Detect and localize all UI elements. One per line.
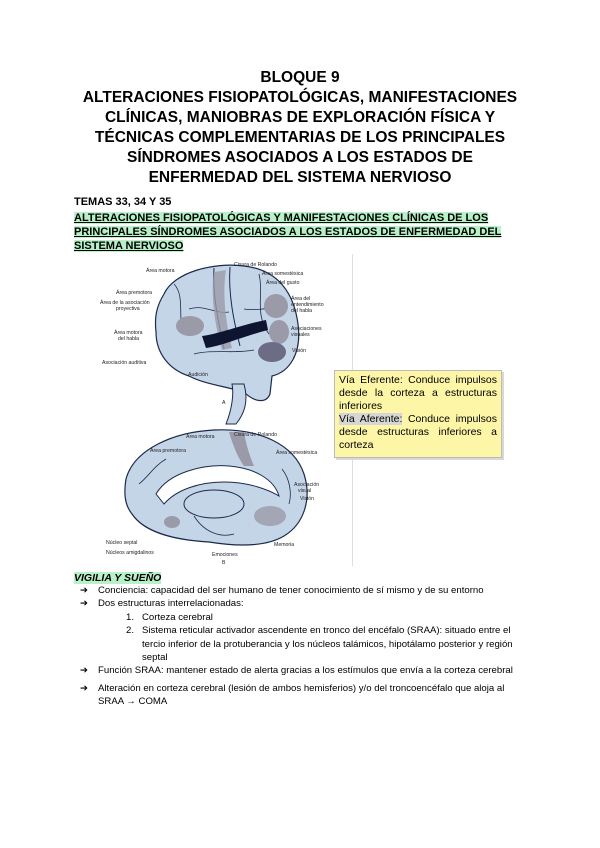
sub-list [74,611,524,665]
label-asociaciones-visuales-2: visuales [291,332,310,338]
title-line: ENFERMEDAD DEL SISTEMA NERVIOSO [148,169,452,186]
label-asociaciones-visuales: Asociaciones [291,326,322,332]
label-area-premotora-b: Área premotora [150,448,187,454]
label-vision-b: Visión [300,496,315,502]
arrow-icon: ➔ [80,682,89,694]
list-item: ➔ Dos estructuras interrelacionadas: [80,598,244,610]
label-area-motora-habla: Área motora [114,330,143,336]
arrow-icon: ➔ [80,585,89,596]
label-nucleo-septal: Núcleo septal [106,540,138,546]
label-asociacion-auditiva: Asociación auditiva [102,360,147,366]
list-item: ➔ Alteración en corteza cerebral (lesión de ambos hemisferios) y/o del troncoencéfalo que aloja al SRAA → COMA [80,682,505,708]
label-area-somestesica-b: Área somestésica [276,450,318,456]
arrow-icon: ➔ [80,665,89,677]
afferent-pathway-label: Vía Aferente: [339,413,403,425]
label-area-somestesica: Área somestésica [262,271,304,277]
title-line: CLÍNICAS, MANIOBRAS DE EXPLORACIÓN FÍSICA Y [104,109,496,126]
title-line: BLOQUE 9 [260,69,340,86]
section-heading-line: PRINCIPALES SÍNDROMES ASOCIADOS A LOS ESTADOS DE ENFERMEDAD DEL [74,226,502,238]
section-heading [74,211,506,253]
label-asociacion-visual-b: Asociación [294,482,320,488]
brain-diagram [94,254,352,566]
sub-list-container [74,611,524,665]
label-memoria: Memoria [274,542,295,548]
list-item: ➔ Función SRAA: mantener estado de alerta gracias a los estímulos que envía a la corteza cerebral [80,665,513,677]
label-cisura-rolando: Cisura de Rolando [234,262,277,268]
section-heading-line: SISTEMA NERVIOSO [74,240,184,252]
label-cisura-rolando-b: Cisura de Rolando [234,432,277,438]
title-line: TÉCNICAS COMPLEMENTARIAS DE LOS PRINCIPALES [94,129,506,146]
label-area-entendimiento-3: del habla [291,308,313,314]
label-area-motora: Área motora [146,268,175,274]
arrow-icon: ➔ [80,598,89,610]
efferent-pathway-text: Vía Eferente: Conduce impulsos desde la corteza a estructuras inferiores [339,374,497,412]
document-title [60,68,540,188]
label-fig-a: A [222,400,226,406]
list-item: ➔ Conciencia: capacidad del ser humano de tener conocimiento de sí mismo y de su entorno [80,585,484,596]
afferent-pathway-text: Conduce impulsos desde estructuras inferiores a corteza [339,413,497,451]
pathways-callout [334,370,502,458]
sleep-list [74,584,524,709]
section-heading-line: ALTERACIONES FISIOPATOLÓGICAS Y MANIFESTACIONES CLÍNICAS DE LOS [74,212,489,224]
label-asociacion-visual-b-2: visual [298,488,312,494]
sleep-section-heading: VIGILIA Y SUEÑO [74,572,162,584]
title-line: SÍNDROMES ASOCIADOS A LOS ESTADOS DE [127,149,473,166]
sub-list-item: 2. Sistema reticular activador ascendente en tronco del encéfalo (SRAA): situado entre el tercio inferior de la protuberancia y los núcleos talámicos, hipotálamo posterior y región septal [126,625,513,664]
sub-list-item: 1. Corteza cerebral [126,611,213,623]
label-area-motora-habla-2: del habla [118,336,140,342]
label-emociones: Emociones [212,552,238,558]
label-area-entendimiento: Área del [291,296,311,302]
label-fig-b: B [222,560,226,566]
label-nucleos-amigdalinos: Núcleos amigdalinos [106,550,154,556]
label-area-motora-b: Área motora [186,434,215,440]
label-area-gusto: Área del gusto [266,280,300,286]
brain-medial-view [106,430,319,566]
label-area-asociacion-2: proyectiva [116,306,140,312]
label-area-entendimiento-2: entendimiento [291,302,324,308]
label-area-premotora: Área premotora [116,290,153,296]
label-area-asociacion: Área de la asociación [100,300,150,306]
label-audicion: Audición [188,372,208,378]
title-line: ALTERACIONES FISIOPATOLÓGICAS, MANIFESTACIONES [82,89,518,106]
brain-lateral-view [100,262,324,424]
temas-heading: TEMAS 33, 34 Y 35 [74,196,172,208]
brain-figure [94,254,353,566]
label-vision: Visión [292,348,307,354]
